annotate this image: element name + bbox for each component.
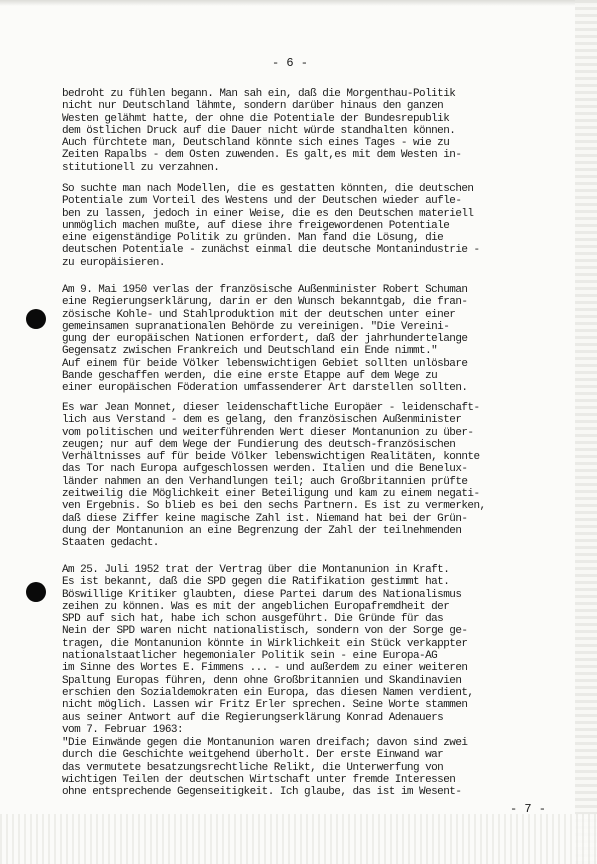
punch-hole-top — [26, 309, 46, 329]
scan-edge-right — [575, 0, 597, 864]
scan-edge-bottom — [0, 814, 597, 864]
punch-hole-bottom — [26, 582, 46, 602]
paragraph-1: bedroht zu fühlen begann. Man sah ein, daß die Morgenthau-Politik nicht nur Deutschland lähmte, sondern darüber hinaus den ganzen Westen gelähmt hatte, der ohne die Potentiale der Bundesrepublik dem östlichen Druck auf die Dauer nicht würde standhalten können. Auch fürchtete man, Deutschland könnte sich eines Tages - wie zu Zeiten Rapalbs - dem Osten zuwenden. Es galt,es mit dem Westen in- stitutionell zu verzahnen. — [62, 88, 462, 174]
scan-edge-top — [0, 0, 597, 6]
page-number: - 6 - — [271, 56, 308, 70]
paragraph-2: So suchte man nach Modellen, die es gestatten könnten, die deutschen Potentiale zum Vorteil des Westens und der Deutschen wieder aufle- ben zu lassen, jedoch in einer Weise, die es den Deutschen materiell unmöglich machen mußte, auf diese ihre freigewordenen Potentiale eine eigenständige Politik zu gründen. Man fand die Lösung, die deutschen Potentiale - zunächst einmal die deutsche Montanindustrie - zu europäisieren. — [62, 183, 480, 269]
paragraph-quote: "Die Einwände gegen die Montanunion waren dreifach; davon sind zwei durch die Geschichte weitgehend überholt. Der erste Einwand war das vermutete besatzungsrechtliche Relikt, die Unterwerfung von wichtigen Teilen der deutschen Wirtschaft unter fremde Interessen ohne entsprechende Gegenseitigkeit. Ich glaube, das ist im Wesent- — [62, 737, 468, 799]
paragraph-4: Es war Jean Monnet, dieser leidenschaftliche Europäer - leidenschaft- lich aus Verstand - dem es gelang, den französischen Außenminister vom politischen und weiterführenden Wert dieser Montanunion zu über- zeugen; nur auf dem Wege der Fundierung des deutsch-französischen Verhältnisses auf für beide Völker lebenswichtigen Realitäten, konnte das Tor nach Europa aufgeschlossen werden. Italien und die Benelux- länder nahmen an den Verhandlungen teil; auch Großbritannien prüfte zeitweilig die Möglichkeit einer Beteiligung und kam zu einem negati- ven Ergebnis. So blieb es bei den sechs Partnern. Es ist zu vermerken, daß diese Ziffer keine magische Zahl ist. Niemand hat bei der Grün- dung der Montanunion an eine Begrenzung der Zahl der teilnehmenden Staaten gedacht. — [62, 402, 486, 550]
paragraph-5: Am 25. Juli 1952 trat der Vertrag über die Montanunion in Kraft. Es ist bekannt, daß die SPD gegen die Ratifikation gestimmt hat. Böswillige Kritiker glaubten, diese Partei darum des Nationalismus zeihen zu können. Was es mit der angeblichen Europafremdheit der SPD auf sich hat, habe ich schon ausgeführt. Die Gründe für das Nein der SPD waren nicht nationalistisch, sondern von der Sorge ge- tragen, die Montanunion könnte in Wirklichkeit ein Stück verkappter nationalstaatlicher hegemonialer Politik sein - eine Europa-AG im Sinne des Wortes E. Fimmens ... - und außerdem zu einer weiteren Spaltung Europas führen, denn ohne Großbritannien und Skandinavien erschien den Sozialdemokraten ein Europa, das diesen Namen verdient, nicht möglich. Lassen wir Fritz Erler sprechen. Seine Worte stammen aus seiner Antwort auf die Regierungserklärung Konrad Adenauers vom 7. Februar 1963: — [62, 564, 474, 736]
paragraph-3: Am 9. Mai 1950 verlas der französische Außenminister Robert Schuman eine Regierungserklärung, darin er den Wunsch bekanntgab, die fran- zösische Kohle- und Stahlproduktion mit der deutschen unter einer gemeinsamen supranationalen Behörde zu vereinigen. "Die Vereini- gung der europäischen Nationen erfordert, daß der jahrhundertelange Gegensatz zwischen Frankreich und Deutschland ein Ende nimmt." Auf einem für beide Völker lebenswichtigen Gebiet sollten unlösbare Bande geschaffen werden, die eine erste Etappe auf dem Wege zu einer europäischen Föderation umfassenderer Art darstellen sollten. — [62, 284, 468, 395]
next-page-marker: - 7 - — [510, 802, 547, 816]
